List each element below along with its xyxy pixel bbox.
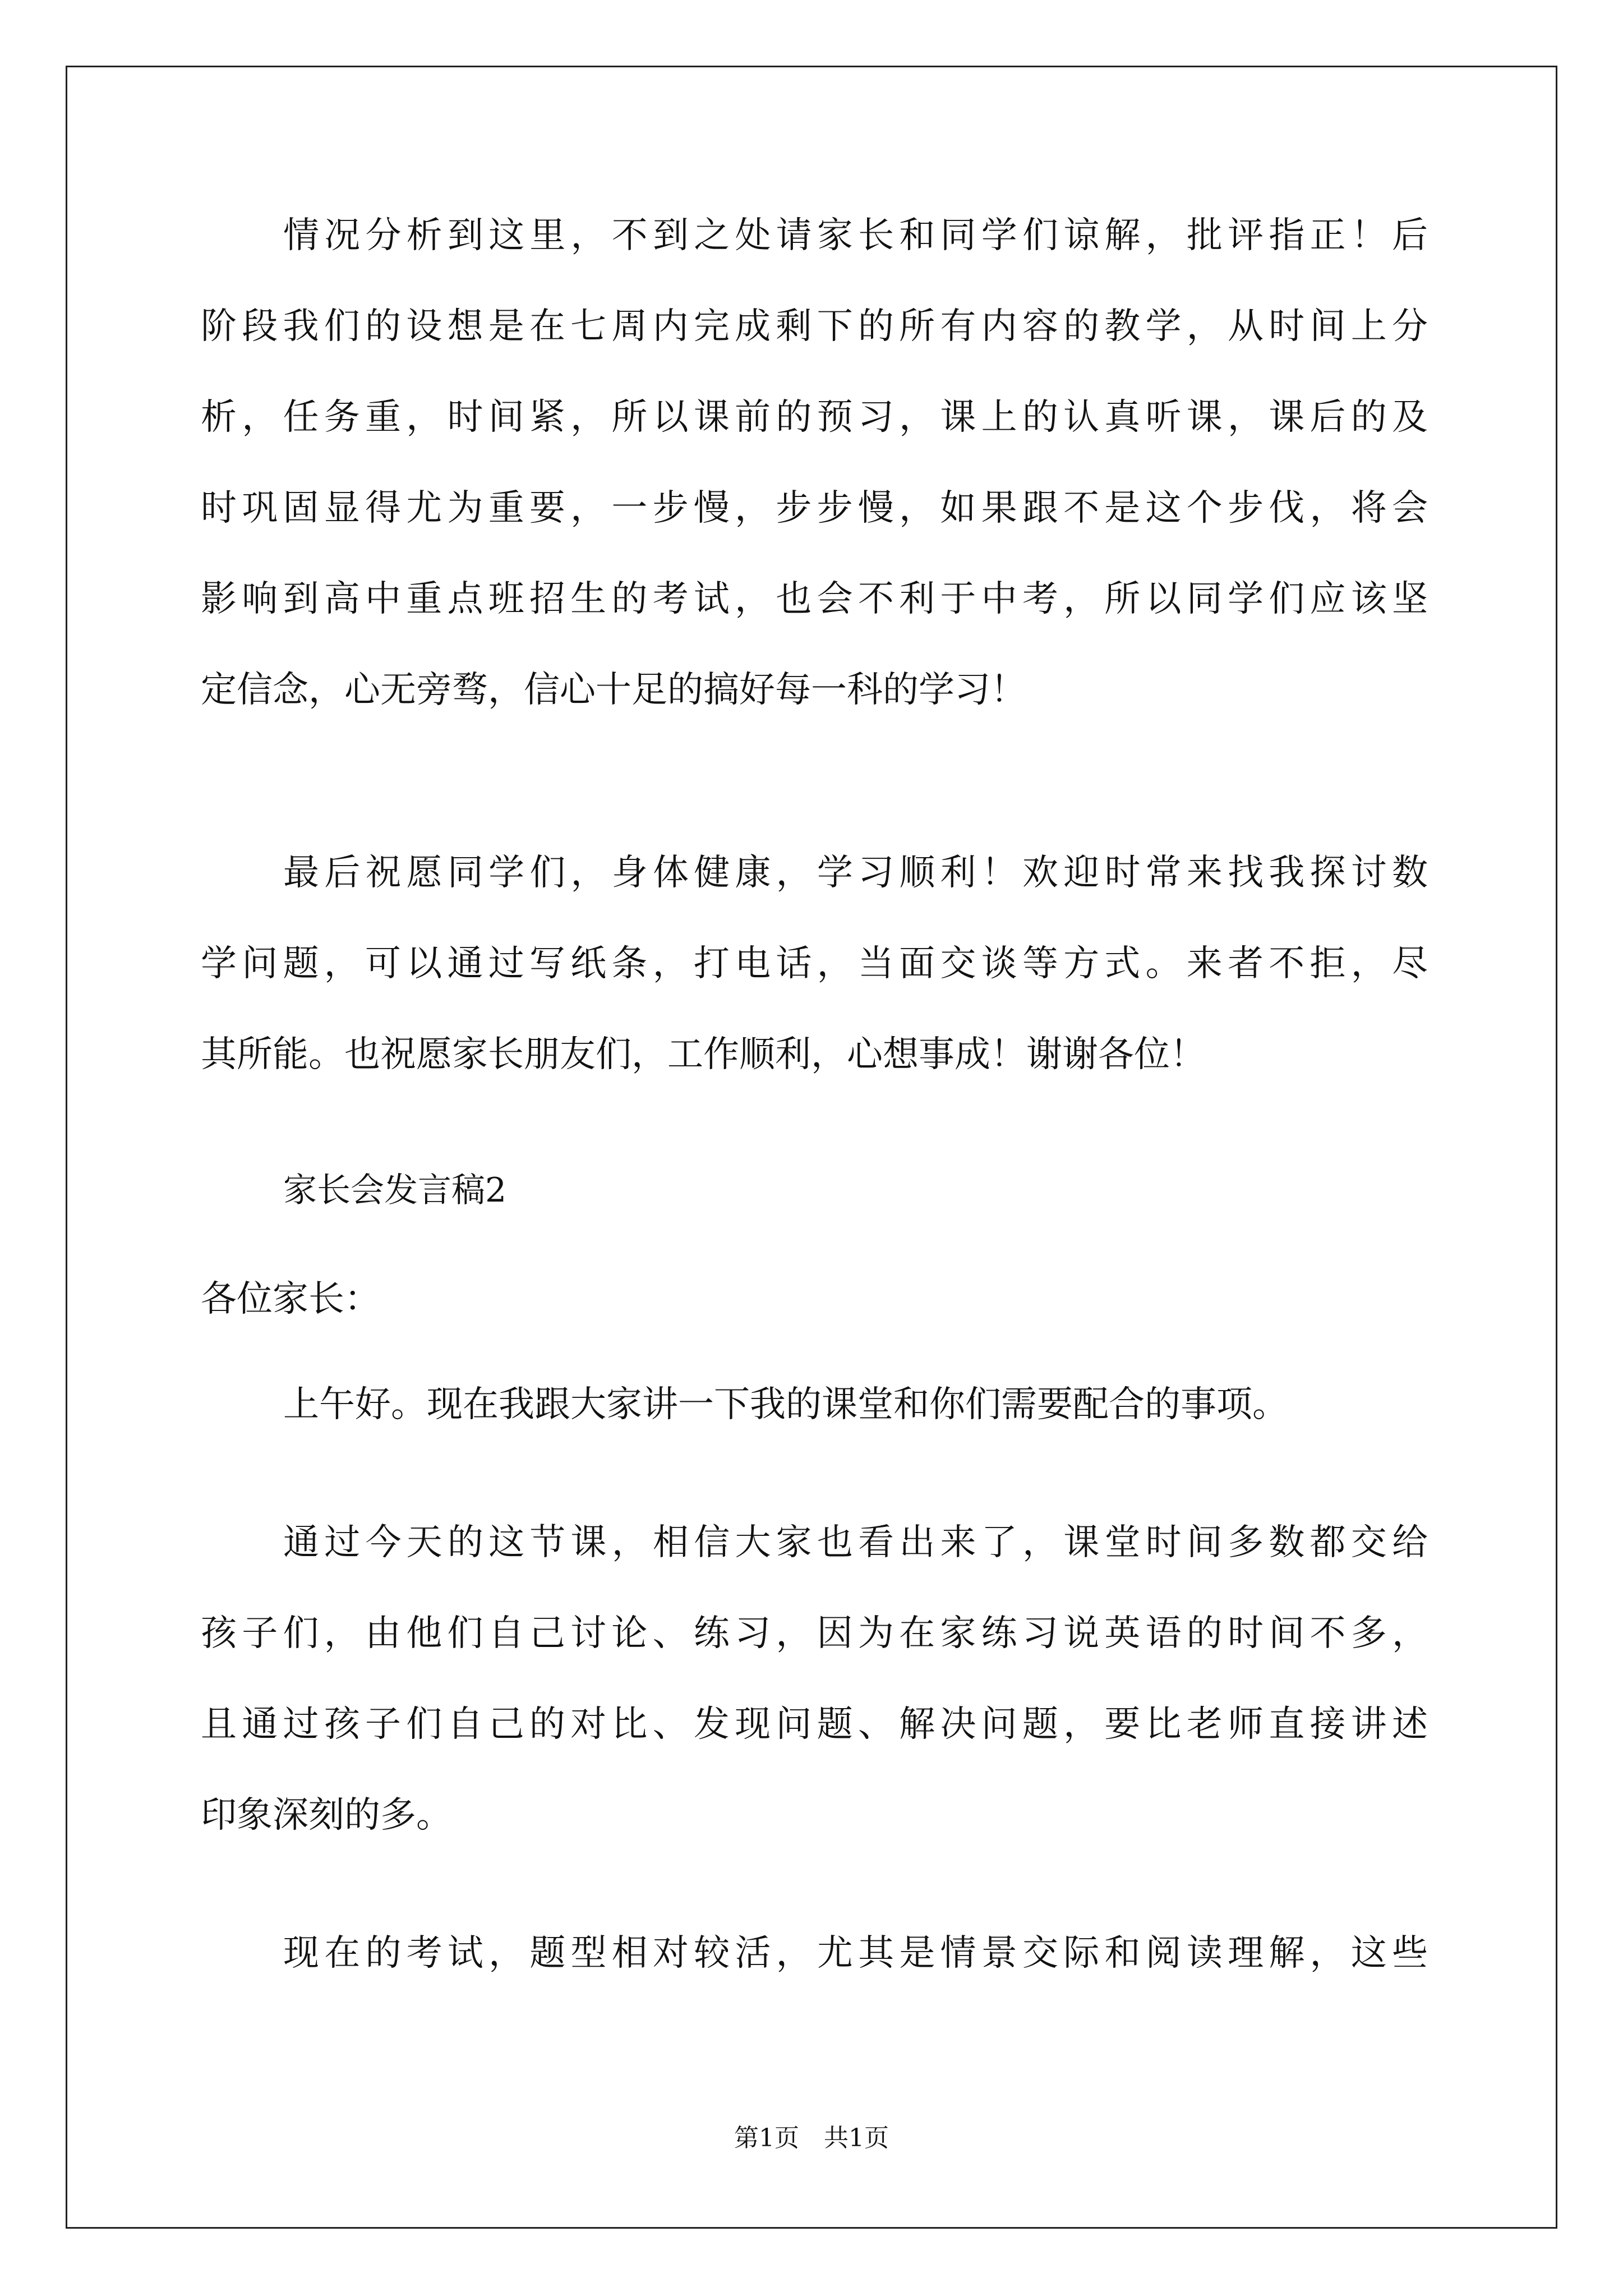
page-number-footer: 第1页 共1页 [734,2124,889,2152]
paragraph-line: 时巩固显得尤为重要，一步慢，步步慢，如果跟不是这个步伐，将会 [201,487,1428,529]
paragraph-line: 且通过孩子们自己的对比、发现问题、解决问题，要比老师直接讲述 [201,1704,1428,1745]
salutation: 各位家长： [201,1278,380,1320]
paragraph-line: 其所能。也祝愿家长朋友们，工作顺利，心想事成！谢谢各位！ [201,1034,1206,1075]
section-heading: 家长会发言稿2 [283,1171,507,1210]
paragraph-line: 最后祝愿同学们，身体健康，学习顺利！欢迎时常来找我探讨数 [283,852,1428,894]
paragraph-line: 印象深刻的多。 [201,1795,452,1836]
paragraph-line: 学问题，可以通过写纸条，打电话，当面交谈等方式。来者不拒，尽 [201,943,1428,984]
paragraph-line: 阶段我们的设想是在七周内完成剩下的所有内容的教学，从时间上分 [201,306,1428,347]
paragraph-line: 定信念，心无旁骛，信心十足的搞好每一科的学习！ [201,669,1026,711]
paragraph-line: 现在的考试，题型相对较活，尤其是情景交际和阅读理解，这些 [283,1932,1428,1974]
paragraph-line: 上午好。现在我跟大家讲一下我的课堂和你们需要配合的事项。 [283,1384,1288,1425]
paragraph-line: 析，任务重，时间紧，所以课前的预习，课上的认真听课，课后的及 [201,397,1428,438]
paragraph-line: 影响到高中重点班招生的考试，也会不利于中考，所以同学们应该坚 [201,578,1428,620]
page-border [66,66,1557,2229]
paragraph-line: 通过今天的这节课，相信大家也看出来了，课堂时间多数都交给 [283,1522,1428,1563]
paragraph-line: 孩子们，由他们自己讨论、练习，因为在家练习说英语的时间不多， [201,1613,1428,1654]
paragraph-line: 情况分析到这里，不到之处请家长和同学们谅解，批评指正！后 [283,215,1428,256]
